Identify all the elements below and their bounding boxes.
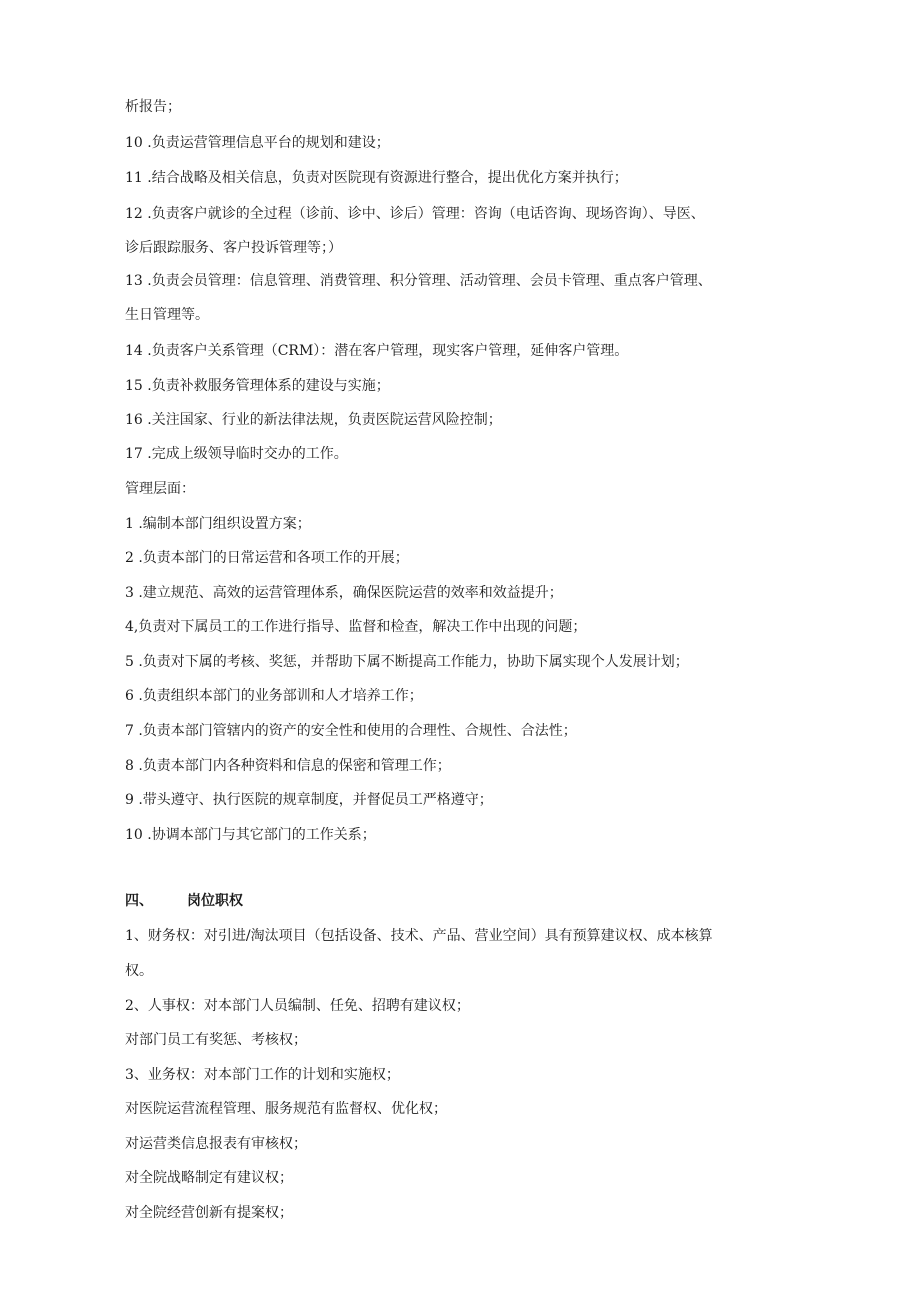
text-line: 对部门员工有奖惩、考核权； (125, 1032, 307, 1048)
text-line: 4,负责对下属员工的工作进行指导、监督和检查，解决工作中出现的问题； (125, 619, 587, 635)
text-line: 权。 (125, 963, 153, 979)
section-title: 岗位职权 (187, 893, 243, 909)
text-line: 对运营类信息报表有审核权； (125, 1136, 307, 1152)
text-line: 对全院战略制定有建议权； (125, 1170, 293, 1186)
text-line: 13 .负责会员管理：信息管理、消费管理、积分管理、活动管理、会员卡管理、重点客户管理、 (125, 273, 712, 289)
text-line: 8 .负责本部门内各种资料和信息的保密和管理工作； (125, 758, 451, 774)
text-line: 诊后跟踪服务、客户投诉管理等；） (125, 240, 342, 256)
text-line: 7 .负责本部门管辖内的资产的安全性和使用的合理性、合规性、合法性； (125, 723, 577, 739)
text-line: 对医院运营流程管理、服务规范有监督权、优化权； (125, 1101, 447, 1117)
text-line: 1、财务权：对引进/淘汰项目（包括设备、技术、产品、营业空间）具有预算建议权、成本核算 (125, 928, 713, 944)
section-heading (125, 891, 243, 911)
text-line: 3 .建立规范、高效的运营管理体系，确保医院运营的效率和效益提升； (125, 585, 563, 601)
text-line: 9 .带头遵守、执行医院的规章制度，并督促员工严格遵守； (125, 792, 493, 808)
text-line: 5 .负责对下属的考核、奖惩，并帮助下属不断提高工作能力，协助下属实现个人发展计划； (125, 654, 689, 670)
text-line: 12 .负责客户就诊的全过程（诊前、诊中、诊后）管理：咨询（电话咨询、现场咨询）、导医、 (125, 206, 705, 222)
text-line: 17 .完成上级领导临时交办的工作。 (125, 446, 348, 462)
text-line: 10 .负责运营管理信息平台的规划和建设； (125, 135, 390, 151)
text-line: 析报告； (125, 99, 181, 115)
text-line: 生日管理等。 (125, 307, 209, 323)
text-line: 3、业务权：对本部门工作的计划和实施权； (125, 1067, 400, 1083)
text-line: 14 .负责客户关系管理（CRM）：潜在客户管理，现实客户管理，延伸客户管理。 (125, 343, 629, 359)
text-line: 管理层面： (125, 481, 195, 497)
text-line: 1 .编制本部门组织设置方案； (125, 516, 311, 532)
text-line: 11 .结合战略及相关信息，负责对医院现有资源进行整合，提出优化方案并执行； (125, 170, 628, 186)
text-line: 6 .负责组织本部门的业务部训和人才培养工作； (125, 688, 423, 704)
text-line: 16 .关注国家、行业的新法律法规，负责医院运营风险控制； (125, 412, 502, 428)
text-line: 2 .负责本部门的日常运营和各项工作的开展； (125, 550, 409, 566)
text-line: 15 .负责补救服务管理体系的建设与实施； (125, 378, 390, 394)
text-line: 对全院经营创新有提案权； (125, 1205, 293, 1221)
text-line: 10 .协调本部门与其它部门的工作关系； (125, 827, 376, 843)
text-line: 2、人事权：对本部门人员编制、任免、招聘有建议权； (125, 998, 470, 1014)
section-number: 四、 (125, 893, 153, 909)
